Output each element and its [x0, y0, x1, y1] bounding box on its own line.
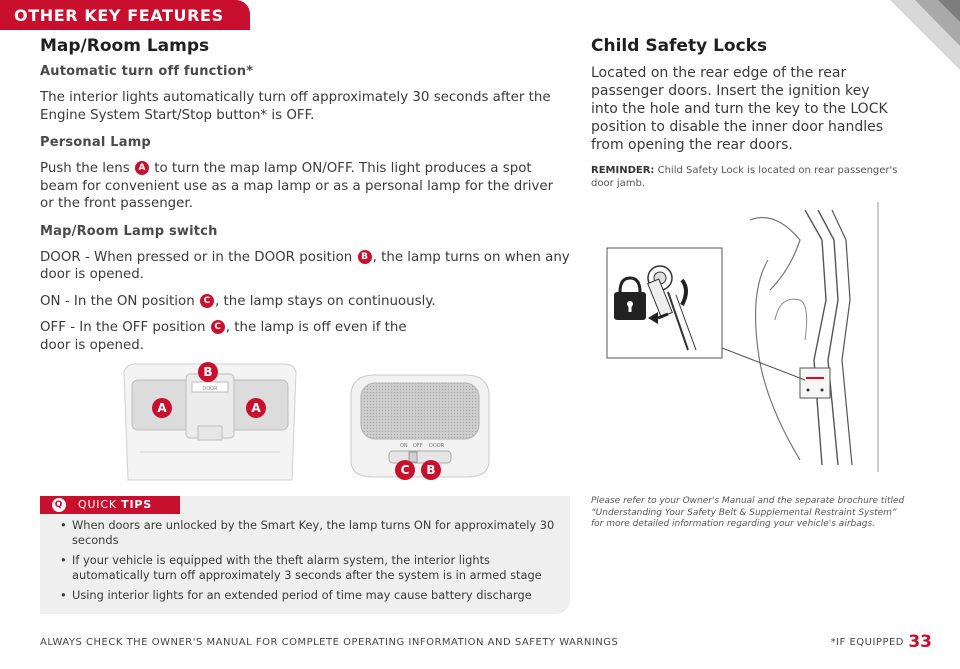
quick-tips-list: [58, 518, 558, 609]
child-safety-locks-title: Child Safety Locks: [591, 36, 768, 56]
switch-off-text: OFF: [413, 443, 423, 449]
door-position-pre: DOOR - When pressed or in the DOOR position: [40, 249, 353, 265]
switch-door-text: DOOR: [429, 443, 445, 449]
child-safety-locks-section: [591, 36, 921, 190]
personal-lamp-text-pre: Push the lens: [40, 161, 130, 176]
tip-item: • When doors are unlocked by the Smart Key, the lamp turns ON for approximately 30 seconds: [58, 518, 558, 547]
callout-a-left: [152, 398, 172, 418]
callout-c-label: C: [400, 463, 410, 477]
quick-tips-label-light: QUICK: [78, 498, 117, 511]
on-position-pre: ON - In the ON position: [40, 293, 195, 309]
footer-if-equipped: *IF EQUIPPED: [830, 637, 904, 648]
personal-lamp-text: [40, 160, 570, 213]
callout-c: [395, 460, 415, 480]
tip-item: • If your vehicle is equipped with the theft alarm system, the interior lights automatically turn off approximately 3 seconds after the system is in armed stage: [58, 553, 558, 582]
lamp-door-text: DOOR: [202, 386, 218, 392]
badge-b: B: [358, 250, 372, 264]
callout-a-right: [246, 398, 266, 418]
personal-lamp-heading: Personal Lamp: [40, 135, 151, 150]
callout-b-switch-label: B: [426, 463, 436, 477]
reminder-label: REMINDER:: [591, 165, 655, 176]
quick-tips-icon: Q: [52, 498, 66, 512]
footer-warning: ALWAYS CHECK THE OWNER'S MANUAL FOR COMPLETE OPERATING INFORMATION AND SAFETY WARNINGS: [40, 637, 619, 648]
map-room-lamps-title: Map/Room Lamps: [40, 36, 210, 56]
reminder-text: [591, 164, 911, 190]
child-safety-locks-text: Located on the rear edge of the rear passenger doors. Insert the ignition key into the hole and turn the key to the LOCK position to disable the inner door handles from opening the rear doors.: [591, 65, 888, 153]
callout-b: [198, 362, 218, 382]
door-position-text: [40, 249, 570, 284]
badge-c-off: C: [211, 320, 225, 334]
badge-c: C: [200, 294, 214, 308]
on-position-text: [40, 293, 570, 311]
airbag-note: Please refer to your Owner's Manual and the separate brochure titled “Understanding Your Safety Belt & Supplemental Restraint System” for more detailed information regarding your vehicle's airbags.: [591, 496, 905, 529]
auto-off-heading: Automatic turn off function*: [40, 64, 254, 79]
callout-a-right-label: A: [251, 401, 261, 415]
badge-a: A: [135, 161, 149, 175]
switch-on-text: ON: [400, 443, 408, 449]
quick-tips-box: [40, 496, 570, 614]
child-lock-illustration: [600, 200, 890, 475]
page-number: 33: [908, 632, 932, 652]
map-lamp-illustration: [120, 360, 300, 485]
lamp-switch-heading: Map/Room Lamp switch: [40, 223, 218, 239]
quick-tips-label-bold: TIPS: [121, 498, 152, 511]
section-banner: OTHER KEY FEATURES: [0, 0, 250, 30]
off-position-post: , the lamp is off even if the door is opened.: [40, 320, 407, 353]
reminder-body: Child Safety Lock is located on rear passenger's door jamb.: [591, 165, 898, 189]
on-position-post: , the lamp stays on continuously.: [214, 293, 436, 309]
quick-tips-label: [40, 496, 180, 514]
off-position-text: [40, 319, 435, 354]
callout-b-label: B: [203, 365, 213, 379]
dome-lamp-illustration: [345, 373, 495, 488]
door-position-post: , the lamp turns on when any door is opened.: [40, 249, 570, 282]
callout-a-left-label: A: [157, 401, 167, 415]
auto-off-text: The interior lights automatically turn off approximately 30 seconds after the Engine System Start/Stop button* is OFF.: [40, 90, 551, 123]
tip-item: • Using interior lights for an extended period of time may cause battery discharge: [58, 588, 558, 603]
callout-b-switch: [421, 460, 441, 480]
map-room-lamps-section: [40, 36, 570, 363]
off-position-pre: OFF - In the OFF position: [40, 320, 206, 335]
personal-lamp-text-post: to turn the map lamp ON/OFF. This light produces a spot beam for convenient use as a map lamp or as a personal lamp for the driver or the front passenger.: [40, 161, 554, 211]
